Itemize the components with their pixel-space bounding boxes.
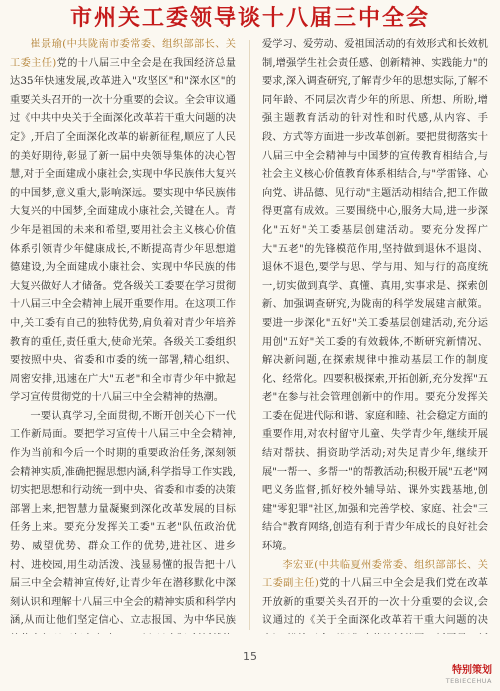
author-byline-li: 李宏亚(中共临夏州委常委、组织部部长、关工委副主任) (262, 559, 488, 590)
section-label-en: TEBIECEHUA (445, 677, 492, 685)
section-label: 特别策划 (452, 665, 492, 676)
article2-paragraph-1-text: 党的十八届三中全会是我们党在改革开放新的重要关头召开的一次十分重要的会议,会议通过的《关于全面深化改革若干重大问题的决 (262, 578, 488, 627)
article1-paragraph-1 (10, 36, 236, 408)
article1-paragraph-2: 一要认真学习,全面贯彻,不断开创关心下一代工作新局面。要把学习宣传十八届三中全会精神,作为当前和今后一个时期的重要政治任务,深刻领会精神实质,准确把握思想内涵,科学指导工作实践,切实把思想和行动统一到中央、省委和市委的决策部署上来,把智慧力量凝聚到深化改革发展的目标任务上来。要充分发挥关工委"五老"队伍政治优势、威望优势、群众工作的优势,进社区、进乡村、进校园,用生动活泼、浅显易懂的报告把十八届三中全会精神宣传好,让青少年在潜移默化中深刻认识和理解十八届三中全会的精神实质和科学内涵,从而让他们坚定信心、立志报国、为中华民族 (10, 410, 236, 627)
section-badge (446, 665, 492, 686)
left-column (10, 36, 236, 634)
article1-paragraph-1-text: 党的十八届三中全会是在我国经济总量达35年快速发展,改革进入"攻坚区"和"深水区"的重要关头召开的一次十分重要的会议。全会审议通过《中共中央关于全面深化改革若干重大问题的决定》,开启了全面深化改革的崭新征程,顺应了人民的美好期待,彰显了新一届中央领导集体的决心智慧,对于全面建成小康社会,实现中华民族伟大复兴的中国梦,意义重大,影响深远。要实现中华民族伟大复兴的中国梦,全面建成小康社会,关键在人。青少年是祖国的未来和希望,要用社会主义核心价值体系引领青少年健康成长,不断提高青少年思想道德建设,为全面建成小康社会、实现中华民族的伟大复兴做好人才储备。党各级关工委要在学习贯彻十八届三中全会精神上展开重要作用。在这项工作中,关工委有自己的独特优势,肩负着对青少年培养教育的重任,责任重大,使命光荣。各级关工委组织要按照中央、省委和市委的统一部署,精心组织、周密安排,迅速在广大"五老"和全市青少年中掀起学习宣传贯彻党的十八届三中全会精神的热潮。 (10, 57, 236, 404)
author-byline-cui: 崔景瑜(中共陇南市委常委、组织部部长、关工委主任) (10, 39, 236, 69)
page-number: 15 (243, 650, 257, 663)
article1-paragraph-3: 爱学习、爱劳动、爱祖国活动的有效形式和长效机制,增强学生社会责任感、创新精神、实践能力"的要求,深入调查研究,了解青少年的思想实际,了解不同年龄、不同层次青少年的所思、所想、所盼,增强主题教育活动的针对性和时代感,从内容、手段、方式等方面进一步改革创新。要把贯彻落实十八届三中全会精神与中国梦的宣传教育相结合,与社会主义核心价值教育体系相结合,与"学雷锋、心向党、讲品德、见行动"主题活动相结合,把工作做得更富有成效。三要围绕中心,服务大局,进一步深化"五好"关工委基层创建活动。要充分发挥广大"五老"的先锋模范作用,坚持做到退休不退岗、退休不退色,要学与思、学与用、知与行的高度统一,切实做到真学、真懂、真用,实事求是、探索创新、加强调查研究,为陇南的科学发展建言献策。要进一步深化"五好"关工委基层创建活动,充分运用创"五好"关工委的有效载体,不断研究新情况、解决新问题,在探索规律中推动基层工作的制度化、经常化。四要积极探索,开拓创新,充分发挥"五老"在参与社会管理创新中的作用。要充分发挥关工委在促进代际和谐、家庭和睦、社会稳定方面的重要作用,对农村留守儿童、失学青少年,继续开展结对帮扶、捐资助学活动;对失足青少年,继续开展"一帮一、多帮一"的帮教活动;积极开展"五老"网吧义务监督,抓好校外辅导站、课外实践基地,创建"零犯罪"社区,加强和完善学校、家庭、社会"三结合"教育网络,创造有利于青少年成长的良好社会环境。 (262, 39, 488, 553)
column-divider (249, 40, 250, 630)
page-title: 市州关工委领导谈十八届三中全会 (69, 6, 430, 31)
right-column (262, 36, 488, 634)
article2-paragraph-1 (262, 557, 488, 634)
